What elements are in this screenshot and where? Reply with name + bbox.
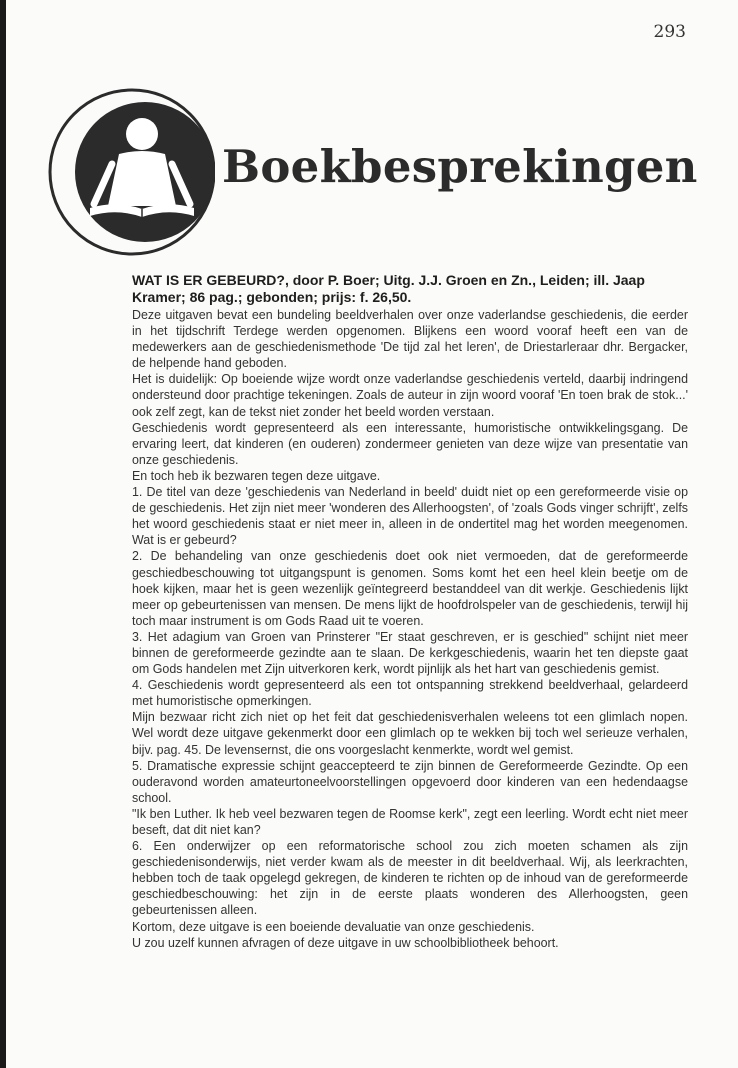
- review-paragraph: "Ik ben Luther. Ik heb veel bezwaren tegen de Roomse kerk", zegt een leerling. Wordt echt niet meer beseft, dat dit niet kan?: [132, 806, 688, 837]
- reading-person-book-icon: [40, 86, 215, 261]
- review-point-4: 4. Geschiedenis wordt gepresenteerd als een tot ontspanning strekkend beeldverhaal, gelardeerd met humoristische opmerkingen.: [132, 678, 688, 709]
- review-paragraph: Het is duidelijk: Op boeiende wijze wordt onze vaderlandse geschiedenis verteld, daarbij indringend ondersteund door prachtige tekeningen. Zoals de auteur in zijn woord vooraf 'En toen brak de stok...' ook zelf zegt, kan de tekst niet zonder het beeld worden verstaan.: [132, 372, 688, 419]
- review-paragraph: Deze uitgaven bevat een bundeling beeldverhalen over onze vaderlandse geschiedenis, die eerder in het tijdschrift Terdege werden opgenomen. Blijkens een woord vooraf heeft een van de medewerkers aan de geschiedenismethode 'De tijd zal het leren', de Driestarleraar dhr. Bergacker, de helpende hand geboden.: [132, 308, 688, 371]
- review-paragraph: En toch heb ik bezwaren tegen deze uitgave.: [132, 468, 381, 483]
- review-point-5: 5. Dramatische expressie schijnt geaccepteerd te zijn binnen de Gereformeerde Gezindte. Op een ouderavond worden amateurtoneelvoorstellingen opgevoerd door kinderen van een hedendaagse school.: [132, 758, 688, 805]
- review-paragraph: Mijn bezwaar richt zich niet op het feit dat geschiedenisverhalen weleens tot een glimlach nopen. Wel wordt deze uitgave gekenmerkt door een glimlach op te wekken bij toch wel serieuze verhalen, bijv. pag. 45. De levensernst, die ons voorgeslacht kenmerkte, wordt wel gemist.: [132, 710, 688, 757]
- section-title: Boekbesprekingen: [222, 140, 698, 193]
- review-point-1: 1. De titel van deze 'geschiedenis van Nederland in beeld' duidt niet op een gereformeerde visie op de geschiedenis. Het zijn niet meer 'wonderen des Allerhoogsten', of 'zoals Gods vinger schrijft', zelfs het woord geschiedenis staat er niet meer in, alleen in de ondertitel mag het worden meegenomen. Wat is er gebeurd?: [132, 485, 688, 548]
- review-conclusion: Kortom, deze uitgave is een boeiende devaluatie van onze geschiedenis.: [132, 919, 535, 934]
- review-point-2: 2. De behandeling van onze geschiedenis doet ook niet vermoeden, dat de gereformeerde geschiedbeschouwing tot uitgangspunt is genomen. Soms komt het een heel klein beetje om de hoek kijken, maar het is geen wezenlijk geïntegreerd bestanddeel van dit werkje. Geschiedenis lijkt meer op gebeurtenissen van mensen. De mens lijkt de hoofdrolspeler van de geschiedenis, terwijl hij toch maar instrument is om Gods Raad uit te voeren.: [132, 549, 688, 628]
- page-number: 293: [653, 22, 686, 42]
- review-heading: WAT IS ER GEBEURD?, door P. Boer; Uitg. J.J. Groen en Zn., Leiden; ill. Jaap Kramer; 86 pag.; gebonden; prijs: f. 26,50.: [132, 272, 645, 305]
- review-point-6: 6. Een onderwijzer op een reformatorische school zou zich moeten schamen als zijn geschiedenisonderwijs, niet verder kwam als de meester in dit beeldverhaal. Wij, als leerkrachten, hebben toch de taak opgelegd gekregen, de kinderen te richten op de inhoud van de gereformeerde geschiedbeschouwing: het zijn in de eerste plaats wonderen des Allerhoogsten, geen gebeurtenissen alleen.: [132, 839, 688, 918]
- review-body: [132, 307, 688, 951]
- page-binding-edge: [0, 0, 6, 1068]
- review-paragraph: Geschiedenis wordt gepresenteerd als een interessante, humoristische ontwikkelingsgang. De ervaring leert, dat kinderen (en ouderen) zondermeer genieten van deze wijze van presentatie van onze geschiedenis.: [132, 420, 688, 467]
- review-point-3: 3. Het adagium van Groen van Prinsterer "Er staat geschreven, er is geschied" schijnt niet meer binnen de gereformeerde gezindte aan te slaan. De kerkgeschiedenis, waarin het ten diepste gaat om Gods handelen met Zijn uitverkoren kerk, wordt pijnlijk als het hart van geschiedenis gemist.: [132, 629, 688, 677]
- book-review: [132, 272, 688, 951]
- review-closing: U zou uzelf kunnen afvragen of deze uitgave in uw schoolbibliotheek behoort.: [132, 935, 559, 950]
